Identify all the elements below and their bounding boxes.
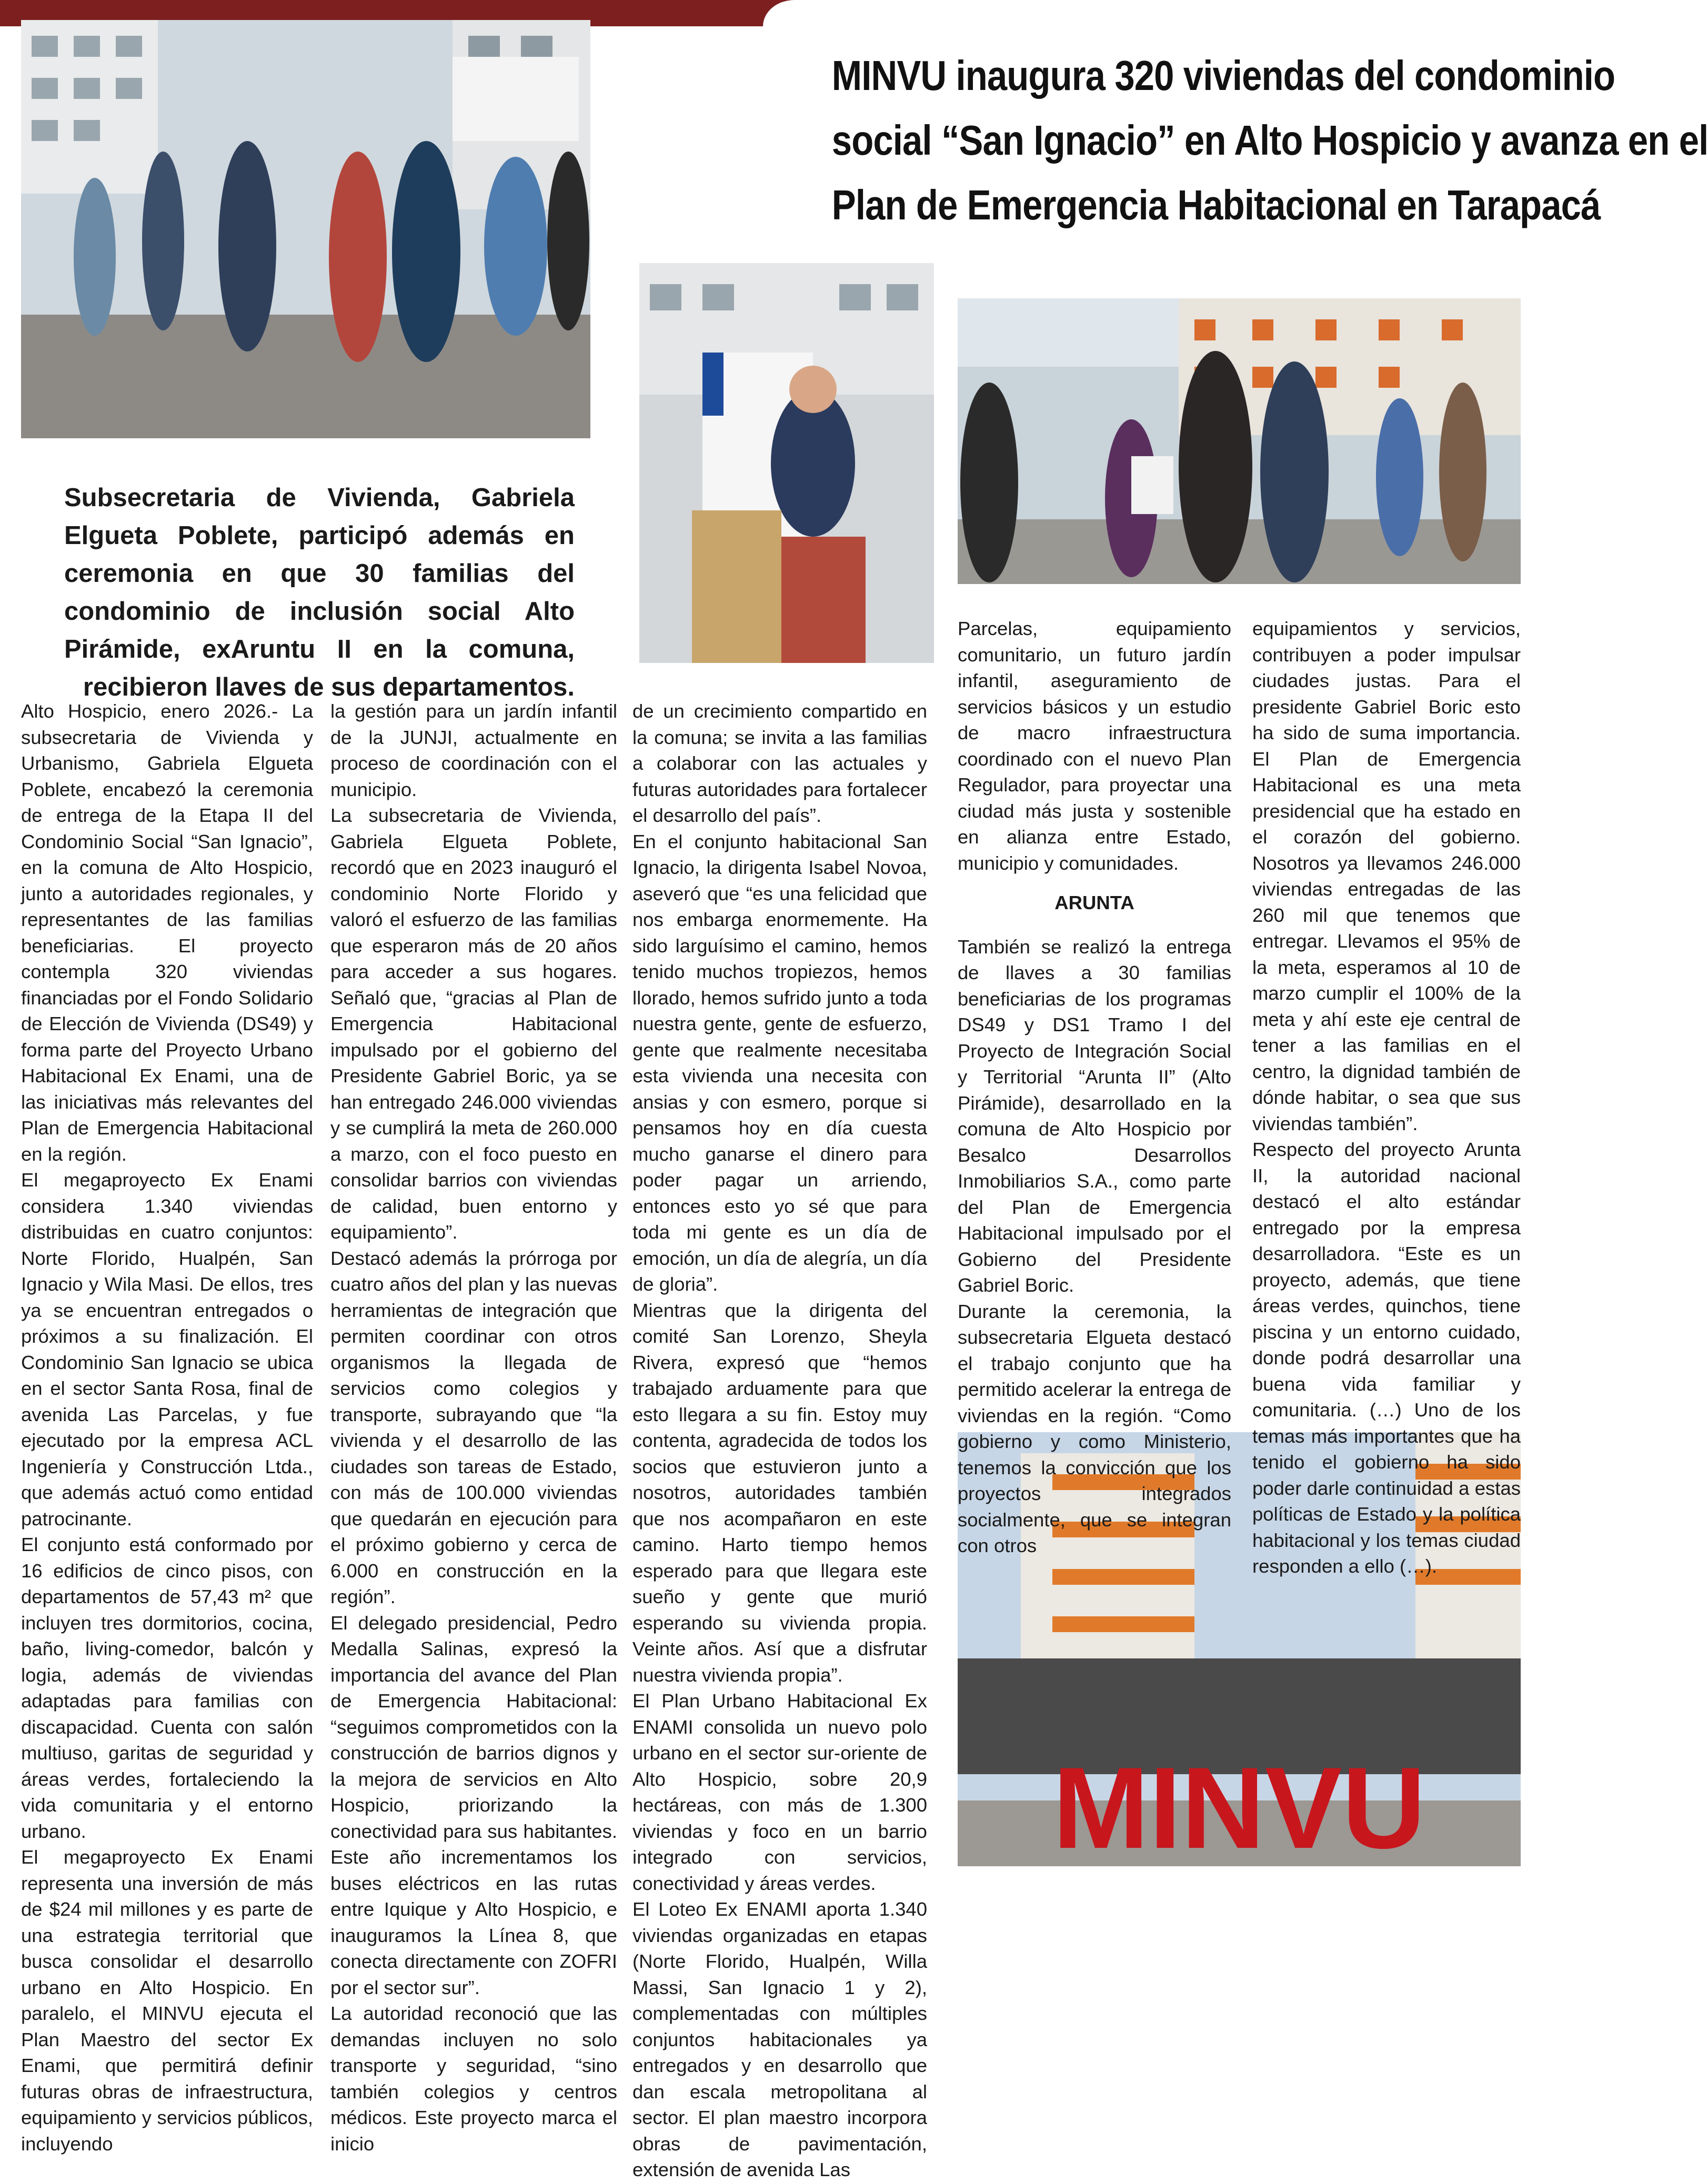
section-title-arunta: ARUNTA xyxy=(1054,892,1134,913)
paragraph: La subsecretaria de Vivienda, Gabriela Elgueta Poblete, recordó que en 2023 inauguró el condominio Norte Florido y valoró el esfuerzo de las familias que esperaron más de 20 años para acceder a sus hogares. Señaló que, “gracias al Plan de Emergencia Habitacional impulsado por el gobierno del Presidente Gabriel Boric, ya se han entregado 246.000 viviendas y se cumplirá la meta de 260.000 a marzo, con el foco puesto en consolidar barrios con viviendas de calidad, buen entorno y equipamiento”. xyxy=(330,804,617,1243)
paragraph: Alto Hospicio, enero 2026.- La subsecretaria de Vivienda y Urbanismo, Gabriela Elgueta Poblete, encabezó la ceremonia de entrega de la Etapa II del Condominio Social “San Ignacio”, en la comuna de Alto Hospicio, junto a autoridades regionales, y representantes de las familias beneficiarias. El proyecto contempla 320 viviendas financiadas por el Fondo Solidario de Elección de Vivienda (DS49) y forma parte del Proyecto Urbano Habitacional Ex Enami, una de las iniciativas más relevantes del Plan de Emergencia Habitacional en la región. xyxy=(21,700,313,1165)
article-column-1 xyxy=(21,698,313,2157)
paragraph: El megaproyecto Ex Enami considera 1.340 viviendas distribuidas en cuatro conjuntos: Norte Florido, Hualpén, San Ignacio y Wila Masi. De ellos, tres ya se encuentran entregados o próximos a su finalización. El Condominio San Ignacio se ubica en el sector Santa Rosa, final de avenida Las Parcelas, y fue ejecutado por la empresa ACL Ingeniería y Construcción Ltda., que además actuó como entidad patrocinante. xyxy=(21,1169,313,1530)
paragraph: Mientras que la dirigenta del comité San Lorenzo, Sheyla Rivera, expresó que “hemos trabajado arduamente para que esto llegara a su fin. Estoy muy contenta, agradecida de todos los socios que estuvieron junto a nosotros, autoridades también que nos acompañaron en este camino. Harto tiempo hemos esperado para que llegara este sueño y gente que murió esperando su vivienda propia. Veinte años. Así que a disfrutar nuestra vivienda propia”. xyxy=(632,1299,927,1686)
article-column-2 xyxy=(330,698,617,2157)
paragraph: En el conjunto habitacional San Ignacio, la dirigenta Isabel Novoa, aseveró que “es una felicidad que nos embarga enormemente. Ha sido larguísimo el camino, hemos tenido muchos tropiezos, hemos llorado, hemos sufrido junto a toda nuestra gente, gente de esfuerzo, gente que realmente necesitaba esta vivienda una necesita con ansias y con esmero, porque si pensamos hoy en día cuesta mucho ganarse el dinero para poder pagar un arriendo, entonces esto yo sé que para toda mi gente es un día de emoción, un día de alegría, un día de gloria”. xyxy=(632,830,928,1295)
paragraph: Durante la ceremonia, la subsecretaria Elgueta destacó el trabajo conjunto que ha permitido acelerar la entrega de viviendas en la región. “Como gobierno y como Ministerio, tenemos la convicción que los proyectos integrados socialmente, que se integran con otros xyxy=(958,1300,1231,1556)
minvu-letters: MINVU xyxy=(1052,1743,1426,1873)
headline-line-3: Plan de Emergencia Habitacional en Tarapacá xyxy=(831,182,1601,228)
headline-line-2: social “San Ignacio” en Alto Hospicio y avanza en el xyxy=(831,117,1708,164)
paragraph: El delegado presidencial, Pedro Medalla Salinas, expresó la importancia del avance del Plan de Emergencia Habitacional: “seguimos comprometidos con la construcción de barrios dignos y la mejora de servicios en Alto Hospicio, priorizando la conectividad para sus habitantes. Este año incrementamos los buses eléctricos en las rutas entre Iquique y Alto Hospicio, e inauguramos la Línea 8, que conecta directamente con ZOFRI por el sector sur”. xyxy=(330,1612,617,1998)
paragraph: El Loteo Ex ENAMI aporta 1.340 viviendas organizadas en etapas (Norte Florido, Hualpén, Willa Massi, San Ignacio 1 y 2), complementadas con múltiples conjuntos habitacionales ya entregados y en desarrollo que dan escala metropolitana al sector. El plan maestro incorpora obras de pavimentación, extensión de avenida Las xyxy=(632,1898,927,2180)
paragraph: Destacó además la prórroga por cuatro años del plan y las nuevas herramientas de integración que permiten coordinar con otros organismos la llegada de servicios como colegios y transporte, subrayando que “la vivienda y el desarrollo de las ciudades son tareas de Estado, con más de 100.000 viviendas que quedarán en ejecución para el próximo gobierno y cerca de 6.000 en construcción en la región”. xyxy=(330,1247,617,1607)
paragraph: La autoridad reconoció que las demandas incluyen no solo transporte y seguridad, “sino también colegios y centros médicos. Este proyecto marca el inicio xyxy=(330,2003,617,2155)
paragraph: Parcelas, equipamiento comunitario, un futuro jardín infantil, aseguramiento de servicios básicos y un estudio de macro infraestructura coordinado con el nuevo Plan Regulador, para proyectar una ciudad más justa y sostenible en alianza entre Estado, municipio y comunidades. xyxy=(958,618,1231,874)
photo-speaker-podium xyxy=(639,263,934,663)
article-column-5 xyxy=(1252,616,1521,1580)
article-column-3 xyxy=(632,698,927,2183)
paragraph: la gestión para un jardín infantil de la JUNJI, actualmente en proceso de coordinación con el municipio. xyxy=(330,700,617,800)
photo-family-certificate xyxy=(958,298,1521,584)
paragraph: equipamientos y servicios, contribuyen a poder impulsar ciudades justas. Para el presidente Gabriel Boric esto ha sido de suma importancia. El Plan de Emergencia Habitacional es una meta presidencial que ha estado en el corazón del gobierno. Nosotros ya llevamos 246.000 viviendas entregadas de las 260 mil que tenemos que entregar. Llevamos el 95% de la meta, esperamos al 10 de marzo cumplir el 100% de la meta y ahí este eje central de tener a las familias en el centro, la dignidad también de dónde habitar, o sea que sus viviendas también”. xyxy=(1252,618,1521,1134)
paragraph: El conjunto está conformado por 16 edificios de cinco pisos, con departamentos de 57,43 m² que incluyen tres dormitorios, cocina, baño, living-comedor, balcón y logia, además de viviendas adaptadas para familias con discapacidad. Cuenta con salón multiuso, garitas de seguridad y áreas verdes, fortaleciendo la vida comunitaria y el entorno urbano. xyxy=(21,1534,313,1842)
headline xyxy=(831,43,1708,237)
paragraph: También se realizó la entrega de llaves a 30 familias beneficiarias de los programas DS49 y DS1 Tramo I del Proyecto de Integración Social y Territorial “Arunta II” (Alto Pirámide), desarrollado en la comuna de Alto Hospicio por Besalco Desarrollos Inmobiliarios S.A., como parte del Plan de Emergencia Habitacional impulsado por el Gobierno del Presidente Gabriel Boric. xyxy=(958,935,1231,1296)
paragraph: de un crecimiento compartido en la comuna; se invita a las familias a colaborar con las actuales y futuras autoridades para fortalecer el desarrollo del país”. xyxy=(632,700,927,826)
photo-group-keys xyxy=(21,20,590,438)
paragraph: Respecto del proyecto Arunta II, la autoridad nacional destacó el alto estándar entregado por la empresa desarrolladora. “Este es un proyecto, además, que tiene áreas verdes, quinchos, tiene piscina y un entorno cuidado, donde podrá desarrollar una buena vida familiar y comunitaria. (…) Uno de los temas más importantes que ha tenido el gobierno ha sido poder darle continuidad a estas políticas de Estado y la política habitacional y los temas ciudad responden a ello (…). xyxy=(1252,1139,1521,1577)
article-column-4 xyxy=(958,616,1231,1559)
paragraph: El Plan Urbano Habitacional Ex ENAMI consolida un nuevo polo urbano en el sector sur-oriente de Alto Hospicio, sobre 20,9 hectáreas, con más de 1.300 viviendas y foco en un barrio integrado con servicios, conectividad y áreas verdes. xyxy=(632,1690,927,1894)
paragraph: El megaproyecto Ex Enami representa una inversión de más de $24 mil millones y es parte de una estrategia territorial que busca consolidar el desarrollo urbano en Alto Hospicio. En paralelo, el MINVU ejecuta el Plan Maestro del sector Ex Enami, que permitirá definir futuras obras de infraestructura, equipamiento y servicios públicos, incluyendo xyxy=(21,1846,313,2155)
headline-line-1: MINVU inaugura 320 viviendas del condominio xyxy=(831,52,1615,99)
subheadline: Subsecretaria de Vivienda, Gabriela Elgueta Poblete, participó además en ceremonia en que 30 familias del condominio de inclusión social Alto Pirámide, exAruntu II en la comuna, recibieron llaves de sus departamentos. xyxy=(64,484,575,701)
